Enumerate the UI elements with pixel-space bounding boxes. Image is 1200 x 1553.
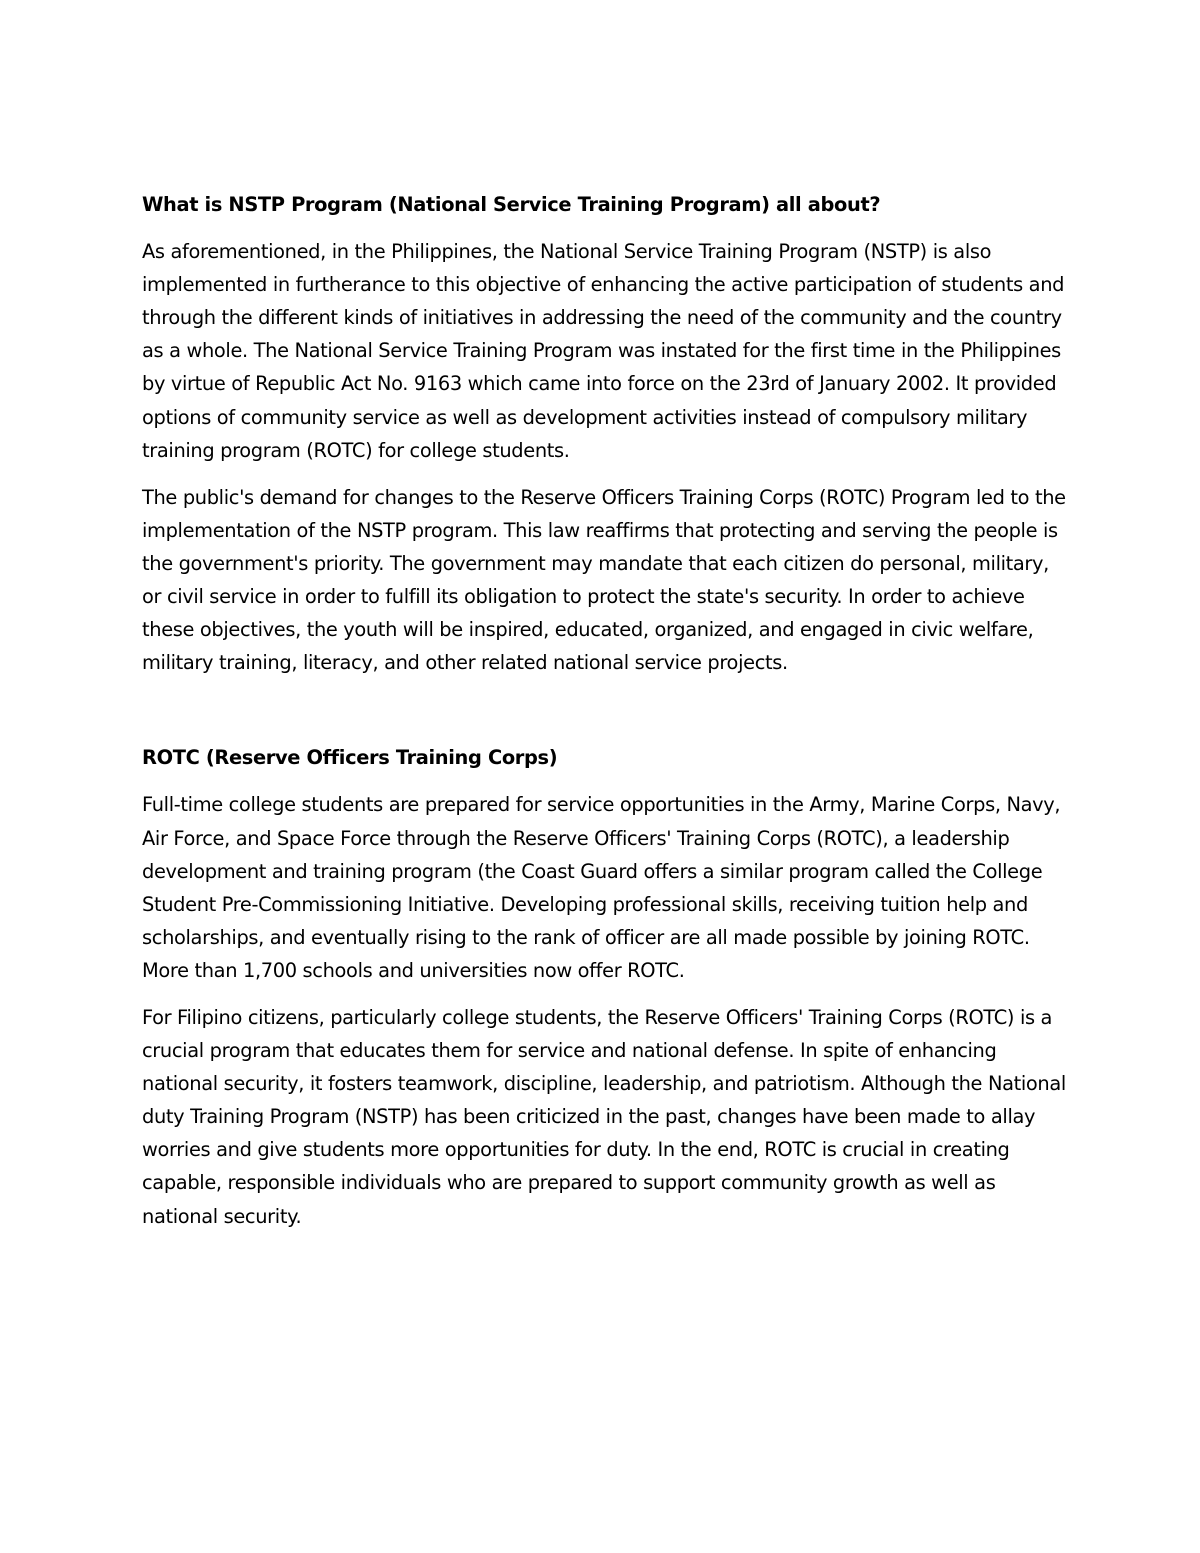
paragraph: Full-time college students are prepared for service opportunities in the Army, Marine Corps, Navy, Air Force, and Space Force through the Reserve Officers' Training Corps (ROTC), a leadership development and training program (the Coast Guard offers a similar program called the College Student Pre-Commissioning Initiative. Developing professional skills, receiving tuition help and scholarships, and eventually rising to the rank of officer are all made possible by joining ROTC. More than 1,700 schools and universities now offer ROTC. (142, 793, 1061, 982)
section-rotc (142, 741, 1067, 1232)
document-page (142, 188, 1067, 1247)
paragraph: The public's demand for changes to the Reserve Officers Training Corps (ROTC) Program led to the implementation of the NSTP program. This law reaffirms that protecting and serving the people is the government's priority. The government may mandate that each citizen do personal, military, or civil service in order to fulfill its obligation to protect the state's security. In order to achieve these objectives, the youth will be inspired, educated, organized, and engaged in civic welfare, military training, literacy, and other related national service projects. (142, 485, 1066, 675)
section-spacer (142, 693, 1067, 741)
paragraph: As aforementioned, in the Philippines, the National Service Training Program (NSTP) is also implemented in furtherance to this objective of enhancing the active participation of students and through the different kinds of initiatives in addressing the need of the community and the country as a whole. The National Service Training Program was instated for the first time in the Philippines by virtue of Republic Act No. 9163 which came into force on the 23rd of January 2002. It provided options of community service as well as development activities instead of compulsory military training program (ROTC) for college students. (142, 240, 1065, 462)
section-heading-rotc: ROTC (Reserve Officers Training Corps) (142, 746, 558, 770)
section-heading-nstp: What is NSTP Program (National Service Training Program) all about? (142, 193, 881, 216)
section-nstp (142, 188, 1067, 679)
paragraph: For Filipino citizens, particularly college students, the Reserve Officers' Training Corps (ROTC) is a crucial program that educates them for service and national defense. In spite of enhancing national security, it fosters teamwork, discipline, leadership, and patriotism. Although the National duty Training Program (NSTP) has been criticized in the past, changes have been made to allay worries and give students more opportunities for duty. In the end, ROTC is crucial in creating capable, responsible individuals who are prepared to support community growth as well as national security. (142, 1005, 1066, 1228)
